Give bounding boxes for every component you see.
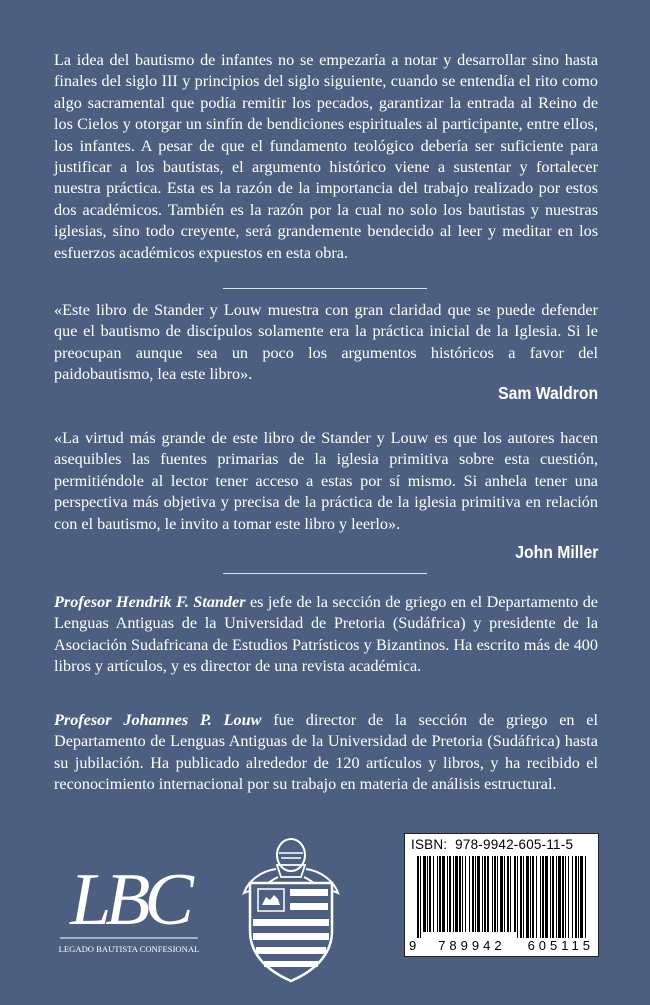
barcode-bar (420, 856, 421, 938)
barcode-bars (409, 856, 594, 938)
barcode-bar (437, 856, 438, 932)
barcode-bar (477, 856, 480, 932)
barcode-bar (465, 856, 466, 932)
barcode-bar (475, 856, 476, 932)
barcode-bar (510, 856, 511, 932)
barcode-bar (507, 856, 509, 932)
barcode-digit-group-2: 789942 (438, 938, 506, 953)
bio-stander (54, 592, 598, 678)
barcode-bar (565, 856, 566, 938)
barcode-bar (487, 856, 489, 932)
barcode-digit-group-3: 605115 (527, 938, 594, 953)
barcode-bar (453, 856, 454, 932)
barcode-bar (442, 856, 445, 932)
crest-icon (236, 833, 346, 983)
divider-1 (223, 288, 427, 289)
barcode-bar (523, 856, 524, 938)
barcode-bar (484, 856, 486, 932)
quote-author-miller: John Miller (514, 542, 598, 562)
barcode-bar (568, 856, 569, 938)
barcode-bar (469, 856, 470, 932)
quote-miller: «La virtud más grande de este libro de Stander y Louw es que los autores hacen asequibles las fuentes primarias de la iglesia primitiva sobre esta cuestión, permitiéndole al lector tener acceso a estas por sí mismo. Si anhela tener una perspectiva más objetiva y precisa de la práctica de la iglesia primitiva en relación con el bautismo, le invito a tomar este libro y leerlo». (54, 429, 598, 533)
barcode-bar (532, 856, 534, 938)
barcode-bar (572, 856, 573, 938)
barcode-bar (462, 856, 463, 932)
barcode-bar (459, 856, 461, 932)
bio-stander-name: Profesor Hendrik F. Stander (54, 593, 246, 611)
barcode-bar (526, 856, 529, 938)
barcode-bar (482, 856, 483, 932)
barcode-bar (562, 856, 564, 938)
barcode-bar (433, 856, 434, 932)
isbn-text (411, 837, 573, 852)
barcode-bar (520, 856, 522, 938)
barcode-bar (542, 856, 544, 938)
barcode-bar (500, 856, 503, 932)
publisher-logo (56, 846, 202, 968)
barcode-bar (580, 856, 583, 938)
barcode-bar (558, 856, 561, 938)
divider-2 (223, 573, 427, 574)
barcode-bar (545, 856, 548, 938)
barcode-bar (540, 856, 541, 938)
barcode-digits (409, 938, 594, 953)
barcode-bar (497, 856, 498, 932)
bio-louw (54, 710, 598, 796)
barcode-bar (530, 856, 531, 938)
barcode-bar (517, 856, 518, 938)
barcode-bar (552, 856, 554, 938)
barcode-bar (494, 856, 496, 932)
barcode-digit-group-1: 9 (409, 938, 417, 953)
barcode-bar (447, 856, 448, 932)
quote-waldron: «Este libro de Stander y Louw muestra con gran claridad que se puede defender que el bautismo de discípulos solamente era la práctica inicial de la Iglesia. Si le preocupan aunque sea un poco los argumentos históricos a favor del paidobautismo, lea este libro». (54, 301, 598, 384)
barcode-bar (585, 856, 586, 938)
barcode-bar (550, 856, 551, 938)
barcode-bar (472, 856, 474, 932)
quote-author-waldron: Sam Waldron (497, 383, 598, 403)
barcode-bar (439, 856, 441, 932)
barcode-bar (575, 856, 577, 938)
barcode-bar (423, 856, 426, 932)
isbn-label: ISBN: (411, 837, 448, 852)
isbn-barcode (404, 833, 599, 957)
barcode-bar (504, 856, 505, 932)
barcode-bar (429, 856, 431, 932)
barcode-bar (417, 856, 419, 938)
barcode-bar (514, 856, 516, 932)
barcode-bar (492, 856, 493, 932)
barcode-bar (578, 856, 579, 938)
bio-louw-name: Profesor Johannes P. Louw (54, 711, 262, 729)
isbn-number: 978-9942-605-11-5 (455, 837, 574, 852)
barcode-bar (449, 856, 451, 932)
logo-name: LEGADO BAUTISTA CONFESIONAL (58, 944, 200, 954)
barcode-bar (556, 856, 557, 938)
intro-paragraph: La idea del bautismo de infantes no se empezaría a notar y desarrollar sino hasta finales del siglo III y principios del siglo siguiente, cuando se entendía el rito como algo sacramental que podía remitir los pecados, garantizar la entrada al Reino de los Cielos y otorgar un sinfín de bendiciones espirituales al participante, entre ellos, los infantes. A pesar de que el fundamento teológico debería ser suficiente para justificar a los bautistas, el argumento histórico viene a sustentar y fortalecer nuestra práctica. Esta es la razón de la importancia del trabajo realizado por estos dos académicos. También es la razón por la cual no solo los bautistas y nuestras iglesias, sino todo creyente, será grandemente bendecido al leer y meditar en los esfuerzos académicos expuestos en esta obra. (54, 51, 598, 262)
barcode-bar (455, 856, 458, 932)
barcode-bar (427, 856, 428, 932)
logo-letters: LBC (70, 859, 188, 941)
bio-louw-text: fue director de la sección de griego en el Departamento de Lenguas Antiguas de la Universidad de Pretoria (Sudáfrica) hasta su jubilación. Ha publicado alrededor de 120 artículos y libros, y ha recibido el reconocimiento internacional por su trabajo en materia de análisis estructural. (54, 711, 598, 794)
barcode-bar (536, 856, 537, 938)
bio-stander-text: es jefe de la sección de griego en el Departamento de Lenguas Antiguas de la Universidad de Pretoria (Sudáfrica) y presidente de la Asociación Sudafricana de Estudios Patrísticos y Bizantinos. Ha escrito más de 400 libros y artículos, y es director de una revista académica. (54, 593, 598, 676)
